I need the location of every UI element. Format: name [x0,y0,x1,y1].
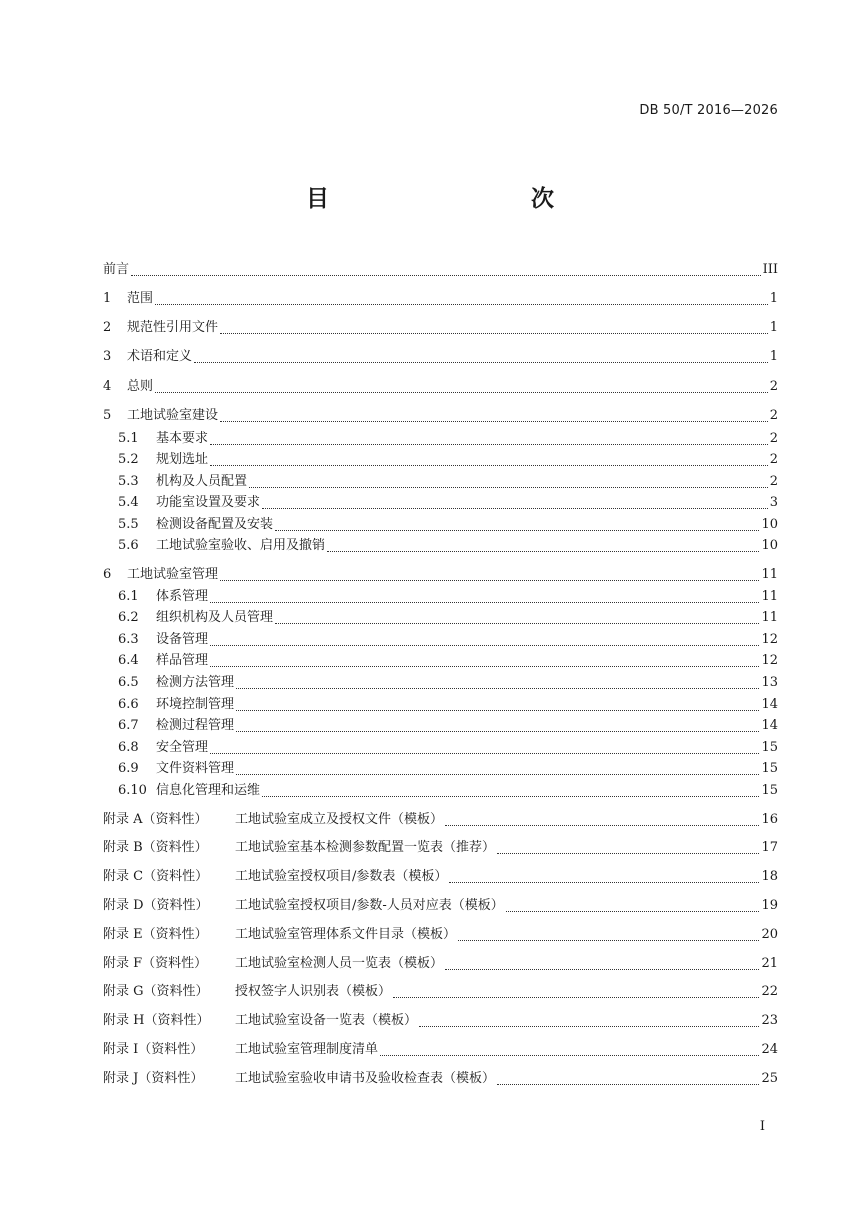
toc-entry-number: 6.1 [118,589,139,604]
dot-leader [155,391,768,393]
toc-entry-number: 5.2 [118,452,139,467]
toc-entry-label: 信息化管理和运维 [156,783,261,798]
toc-entry-page: 17 [761,840,778,855]
toc-entry-page: 2 [769,408,778,423]
dot-leader [220,420,768,422]
dot-leader [262,507,768,509]
dot-leader [497,1083,759,1085]
toc-entry-page: 11 [761,610,778,625]
toc-entry-number: 6.8 [118,740,139,755]
dot-leader [220,332,768,334]
toc-entry-page: 12 [761,632,778,647]
page-title: 目 次 [306,186,606,212]
toc-entry[interactable] [103,260,778,280]
toc-entry-label: 规划选址 [156,452,209,467]
toc-entry-label: 工地试验室建设 [127,408,219,423]
toc-entry[interactable] [118,738,778,758]
toc-entry-number: 1 [103,291,112,306]
toc-entry-page: 16 [761,812,778,827]
toc-entry-label: 检测设备配置及安装 [156,517,274,532]
toc-entry[interactable] [103,377,778,397]
toc-entry[interactable] [118,759,778,779]
toc-entry-label: 规范性引用文件 [127,320,219,335]
toc-entry-page: 21 [761,956,778,971]
dot-leader [131,274,761,276]
toc-entry-page: 3 [769,495,778,510]
dot-leader [380,1054,759,1056]
dot-leader [275,529,759,531]
toc-entry-page: 14 [761,697,778,712]
standard-code: DB 50/T 2016—2026 [639,103,778,118]
toc-entry-label: 工地试验室检测人员一览表（模板） [235,956,444,971]
toc-entry-number: 6.6 [118,697,139,712]
dot-leader [458,939,759,941]
toc-entry-page: 13 [761,675,778,690]
toc-entry-page: 1 [769,291,778,306]
dot-leader [236,709,759,711]
dot-leader [327,550,759,552]
toc-entry[interactable] [118,630,778,650]
toc-entry[interactable] [118,695,778,715]
toc-entry-page: 11 [761,589,778,604]
toc-entry-page: 24 [761,1042,778,1057]
toc-entry-number: 附录 H（资料性） [103,1013,210,1028]
toc-entry-label: 工地试验室管理体系文件目录（模板） [235,927,457,942]
toc-entry-number: 5.6 [118,538,139,553]
dot-leader [236,730,759,732]
toc-entry-page: 1 [769,320,778,335]
toc-entry[interactable] [103,406,778,426]
toc-entry-label: 样品管理 [156,653,209,668]
toc-entry-page: 19 [761,898,778,913]
toc-entry-page: III [762,262,778,277]
dot-leader [419,1025,759,1027]
toc-entry-number: 6.4 [118,653,139,668]
toc-entry-number: 5.3 [118,474,139,489]
toc-entry-label: 工地试验室设备一览表（模板） [235,1013,418,1028]
toc-entry-page: 20 [761,927,778,942]
dot-leader [236,773,759,775]
toc-entry-number: 6.5 [118,675,139,690]
toc-entry-label: 检测过程管理 [156,718,235,733]
toc-entry-number: 5.4 [118,495,139,510]
toc-entry[interactable] [118,536,778,556]
toc-entry-number: 6.2 [118,610,139,625]
dot-leader [210,665,759,667]
dot-leader [210,443,768,445]
toc-entry-label: 前言 [103,262,130,277]
dot-leader [497,852,759,854]
toc-entry-label: 组织机构及人员管理 [156,610,274,625]
toc-entry-page: 10 [761,517,778,532]
toc-entry-page: 12 [761,653,778,668]
dot-leader [506,910,760,912]
dot-leader [220,579,759,581]
toc-entry-page: 25 [761,1071,778,1086]
toc-entry-label: 总则 [127,379,154,394]
toc-entry-number: 5.5 [118,517,139,532]
toc-entry-number: 附录 A（资料性） [103,812,208,827]
dot-leader [155,303,768,305]
toc-entry[interactable] [118,587,778,607]
dot-leader [262,795,759,797]
dot-leader [210,601,759,603]
dot-leader [445,968,759,970]
toc-entry-number: 5 [103,408,112,423]
toc-entry-label: 工地试验室管理制度清单 [235,1042,379,1057]
toc-entry-number: 2 [103,320,112,335]
dot-leader [236,687,759,689]
toc-entry[interactable] [118,493,778,513]
toc-entry[interactable] [103,1069,778,1089]
toc-entry-number: 6.7 [118,718,139,733]
dot-leader [275,622,759,624]
toc-entry-label: 范围 [127,291,154,306]
toc-entry-label: 工地试验室成立及授权文件（模板） [235,812,444,827]
dot-leader [210,464,768,466]
toc-entry-page: 11 [761,567,778,582]
toc-entry-number: 附录 F（资料性） [103,956,208,971]
toc-entry-page: 2 [769,474,778,489]
toc-entry-number: 附录 B（资料性） [103,840,208,855]
toc-entry-page: 22 [761,984,778,999]
toc-entry-number: 附录 E（资料性） [103,927,208,942]
toc-entry-label: 工地试验室授权项目/参数表（模板） [235,869,448,884]
toc-entry-page: 10 [761,538,778,553]
toc-entry-number: 6.10 [118,783,147,798]
toc-entry-number: 6.3 [118,632,139,647]
toc-entry[interactable] [103,867,778,887]
toc-entry[interactable] [118,781,778,801]
toc-entry-label: 功能室设置及要求 [156,495,261,510]
toc-entry[interactable] [103,954,778,974]
toc-entry-page: 15 [761,783,778,798]
toc-entry-number: 附录 I（资料性） [103,1042,204,1057]
toc-entry-page: 15 [761,740,778,755]
toc-entry-page: 23 [761,1013,778,1028]
toc-entry[interactable] [118,673,778,693]
toc-entry-label: 工地试验室验收申请书及验收检查表（模板） [235,1071,496,1086]
toc-entry-number: 4 [103,379,112,394]
toc-entry[interactable] [103,982,778,1002]
toc-entry-label: 工地试验室基本检测参数配置一览表（推荐） [235,840,496,855]
toc-entry[interactable] [118,651,778,671]
toc-entry-label: 基本要求 [156,431,209,446]
toc-entry-label: 安全管理 [156,740,209,755]
toc-entry-page: 18 [761,869,778,884]
toc-entry-number: 6 [103,567,112,582]
footer-page-number: I [759,1119,765,1134]
toc-entry-page: 15 [761,761,778,776]
toc-entry[interactable] [118,515,778,535]
dot-leader [210,752,759,754]
toc-entry-page: 1 [769,349,778,364]
toc-entry-page: 2 [769,452,778,467]
toc-entry[interactable] [118,450,778,470]
toc-entry-page: 2 [769,379,778,394]
toc-entry-number: 附录 G（资料性） [103,984,209,999]
toc-entry-page: 14 [761,718,778,733]
toc-entry-label: 工地试验室管理 [127,567,219,582]
toc-entry[interactable] [103,838,778,858]
dot-leader [249,486,768,488]
toc-entry-label: 工地试验室验收、启用及撤销 [156,538,326,553]
toc-entry-page: 2 [769,431,778,446]
toc-entry-label: 机构及人员配置 [156,474,248,489]
toc-entry[interactable] [103,318,778,338]
dot-leader [445,824,759,826]
toc-entry[interactable] [103,565,778,585]
toc-entry-label: 文件资料管理 [156,761,235,776]
dot-leader [393,996,759,998]
toc-entry-label: 检测方法管理 [156,675,235,690]
toc-entry-label: 设备管理 [156,632,209,647]
toc-entry-number: 附录 D（资料性） [103,898,209,913]
toc-entry[interactable] [103,810,778,830]
toc-entry-number: 附录 C（资料性） [103,869,209,884]
toc-entry-number: 附录 J（资料性） [103,1071,204,1086]
toc-entry[interactable] [118,429,778,449]
toc-entry[interactable] [103,1040,778,1060]
toc-entry-number: 5.1 [118,431,139,446]
toc-entry[interactable] [103,1011,778,1031]
toc-entry[interactable] [118,608,778,628]
toc-entry[interactable] [103,347,778,367]
toc-entry-number: 6.9 [118,761,139,776]
toc-entry-label: 术语和定义 [127,349,193,364]
dot-leader [449,881,759,883]
toc-entry[interactable] [118,472,778,492]
toc-entry-label: 授权签字人识别表（模板） [235,984,392,999]
dot-leader [194,361,768,363]
toc-entry-label: 环境控制管理 [156,697,235,712]
toc-entry-label: 工地试验室授权项目/参数-人员对应表（模板） [235,898,504,913]
dot-leader [210,644,759,646]
toc-entry-label: 体系管理 [156,589,209,604]
toc-entry-number: 3 [103,349,112,364]
toc-entry[interactable] [103,896,778,916]
toc-entry[interactable] [118,716,778,736]
toc-entry[interactable] [103,925,778,945]
toc-entry[interactable] [103,289,778,309]
